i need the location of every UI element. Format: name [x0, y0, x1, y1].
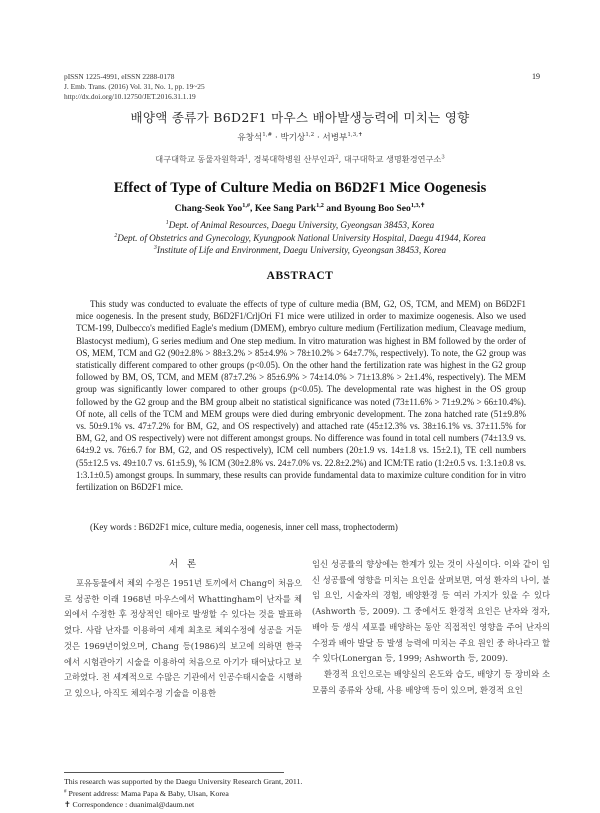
abstract-heading: ABSTRACT — [266, 270, 334, 282]
english-title: Effect of Type of Culture Media on B6D2F1 Mice Oogenesis — [113, 180, 487, 196]
korean-title: 배양액 종류가 B6D2F1 마우스 배아발생능력에 미치는 영향 — [130, 110, 470, 125]
korean-author-1-sup: 1,# — [262, 132, 273, 139]
section-heading-introduction: 서 론 — [168, 559, 200, 570]
footnote-rule — [64, 772, 284, 773]
issn-line: pISSN 1225-4991, eISSN 2288-0178 — [64, 72, 175, 81]
korean-affiliation-3: 대구대학교 생명환경연구소 — [343, 154, 442, 164]
english-author-3-sup: 1,3,✝ — [410, 201, 426, 209]
english-author-2: Kee Sang Park — [254, 203, 317, 214]
body-paragraph: 포유동물에서 체외 수정은 1951년 토끼에서 Chang이 처음으로 성공한 이래 1968년 마우스에서 Whattingham이 난자를 체외에서 수정한 후 정상적인 태아로 발생할 수 있다는 것을 발표하였다. 사람 난자를 이용하여 세계 최초로 체외수정에 성공을 거둔 것은 1969년이었으며, Chang 등(1986)의 보고에 의하면 한국에서 시험관아기 시술을 이용하여 처음으로 아기가 태어났다고 보고하였다. 전 세계적으로 수많은 기관에서 인공수태시술을 시행하고 있으나, 아직도 체외수정 기술을 이용한 — [64, 578, 302, 698]
body-column-right — [312, 557, 550, 698]
affiliation-3-text: Institute of Life and Environment, Daegu University, Gyeongsan 38453, Korea — [156, 245, 447, 255]
correspondence-mark: ✝ — [64, 800, 71, 809]
korean-affiliation-1: 대구대학교 동물자원학과 — [155, 154, 245, 164]
doi-line: http://dx.doi.org/10.12750/JET.2016.31.1.19 — [64, 92, 196, 101]
present-address-mark: # — [64, 788, 67, 795]
author-separator: · — [314, 133, 323, 143]
english-affiliation-3 — [0, 245, 600, 255]
keywords: (Key words : B6D2F1 mice, culture media, oogenesis, inner cell mass, trophectoderm) — [90, 522, 398, 532]
author-comma: , — [250, 203, 255, 214]
english-author-2-sup: 1,2 — [316, 201, 324, 209]
author-conjunction: and — [323, 203, 345, 214]
affiliation-separator: , — [338, 154, 344, 164]
korean-affiliation-2-sup: 2 — [335, 154, 339, 161]
body-paragraph: 임신 성공률의 향상에는 한계가 있는 것이 사실이다. 이와 같이 임신 성공률에 영향을 미치는 요인을 살펴보면, 여성 환자의 나이, 불임 요인, 시술자의 경험, 배양환경 등 여러 가지가 있을 수 있다(Ashworth 등, 2009). 그 중에서도 환경적 요인은 난자와 정자, 배아 등 생식 세포를 배양하는 동안 직접적인 영향을 주어 난자의 수정과 배아 발달 등 발생 능력에 미치는 주요 원인 중 하나라고 할 수 있다(Lonergan 등, 1999; Ashworth 등, 2009). — [312, 559, 550, 664]
abstract-body — [76, 298, 526, 493]
correspondence-text: Correspondence : duanimal@daum.net — [72, 800, 195, 809]
footnote-funding: This research was supported by the Daegu University Research Grant, 2011. — [64, 777, 303, 786]
korean-affiliations — [0, 154, 600, 165]
body-paragraph: 환경적 요인으로는 배양실의 온도와 습도, 배양기 등 장비와 소모품의 종류와 상태, 사용 배양액 등이 있으며, 환경적 요인 — [312, 668, 550, 695]
english-authors — [0, 203, 600, 214]
english-affiliation-1 — [0, 220, 600, 230]
korean-authors — [0, 131, 600, 143]
korean-affiliation-1-sup: 1 — [244, 154, 249, 161]
affiliation-1-text: Dept. of Animal Resources, Daegu University, Gyeongsan 38453, Korea — [168, 220, 435, 230]
korean-author-3-sup: 1,3,✝ — [347, 132, 363, 139]
korean-affiliation-3-sup: 3 — [441, 154, 445, 161]
abstract-text: This study was conducted to evaluate the effects of type of culture media (BM, G2, OS, TCM, and MEM) on B6D2F1 mice oogenesis. In the present study, B6D2F1/CrljOri F1 mice were utilized in order to maximize oogenesis. Also we used TCM-199, Dulbecco's medified Eagle's medium (DMEM), embryo culture medium (Fertilization medium, Cleavage medium, Blastocyst medium), G series medium and One step medium. In vitro maturation was highest in BM followed by the order of OS, MEM, TCM and G2 (90±2.8% > 88±3.2% > 85±4.9% > 78±10.2% > 64±7.7%, respectively). To note, the G2 group was statistically different compared to other groups (p<0.05). On the other hand the fertilization rate was highest in the G2 group followed by BM, OS, TCM, and MEM (87±7.2% > 85±6.9% > 74±14.0% > 71±13.8% > 2±1.4%, respectively). The MEM group was significantly lower compared to other groups (p<0.05). The developmental rate was highest in the OS group followed by the G2 group and the BM group albeit no statistical significance was noted (73±11.6% > 71±9.2% > 66±10.4%). Of note, all cells of the TCM and MEM groups were died during embryonic development. The zona hatched rate (51±9.8% vs. 50±9.1% vs. 47±7.2% for BM, G2, and OS respectively) and attached rate (45±12.3% vs. 38±16.1% vs. 37±11.5% for BM, G2, and OS respectively) were not different amongst groups. No difference was found in total cell numbers (74±13.9 vs. 64±9.2 vs. 76±6.7 for BM, G2, and OS respectively), ICM cell numbers (20±1.9 vs. 14±1.8 vs. 15±2.1), TE cell numbers (55±12.5 vs. 49±10.7 vs. 61±5.9), % ICM (30±2.8% vs. 24±7.0% vs. 22.8±2.2%) and ICM:TE ratio (1:2±0.5 vs. 1:3.1±0.8 vs. 1:3.1±0.5) amongst groups. In summary, these results can provide fundamental data to maximize culture condition for in vitro fertilization on B6D2F1 mice. — [76, 299, 526, 493]
korean-affiliation-2: 경북대학병원 산부인과 — [253, 154, 336, 164]
page-number: 19 — [532, 72, 540, 81]
korean-author-2-sup: 1,2 — [305, 132, 315, 139]
affiliation-2-text: Dept. of Obstetrics and Gynecology, Kyungpook National University Hospital, Daegu 41944, Korea — [117, 233, 486, 243]
present-address-text: Present address: Mama Papa & Baby, Ulsan, Korea — [68, 789, 229, 798]
journal-header — [64, 72, 205, 102]
korean-author-1: 유창석 — [237, 133, 263, 143]
english-affiliation-2 — [0, 233, 600, 243]
footnote-correspondence — [64, 800, 194, 809]
affiliation-2-sup: 2 — [114, 232, 118, 239]
korean-author-3: 서병부 — [322, 133, 348, 143]
body-column-left — [64, 576, 302, 702]
footnote-present-address — [64, 789, 229, 798]
citation-line: J. Emb. Trans. (2016) Vol. 31, No. 1, pp. 19~25 — [64, 82, 205, 91]
affiliation-separator: , — [248, 154, 254, 164]
author-separator: · — [272, 133, 281, 143]
affiliation-3-sup: 3 — [153, 244, 157, 251]
english-author-1: Chang-Seok Yoo — [174, 203, 243, 214]
english-author-3: Byoung Boo Seo — [344, 203, 411, 214]
affiliation-1-sup: 1 — [165, 219, 169, 226]
korean-author-2: 박기상 — [280, 133, 306, 143]
english-author-1-sup: 1,# — [242, 201, 251, 209]
